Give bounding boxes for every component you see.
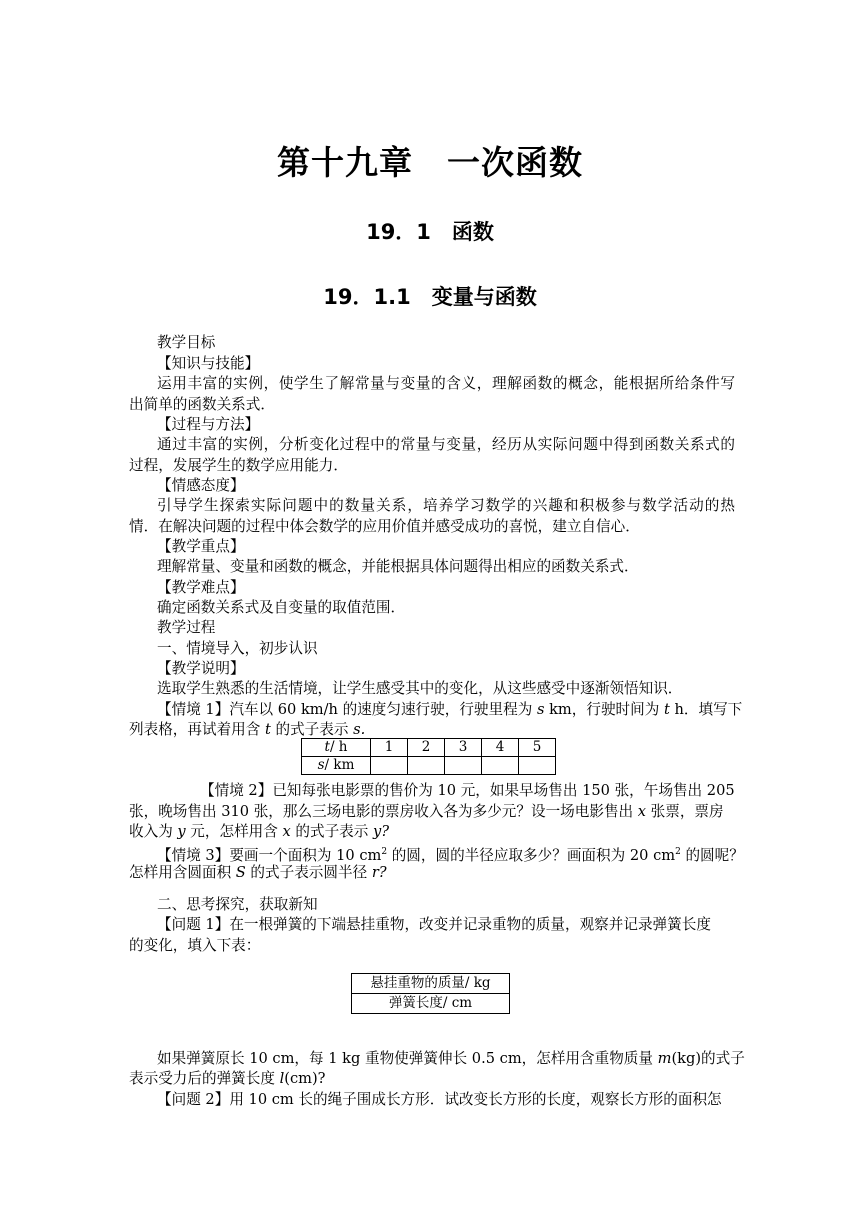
table-cell: 3 [445,739,482,757]
knowledge-text-line: 出简单的函数关系式． [129,396,275,413]
table-cell: 2 [408,739,445,757]
table-row [352,974,510,994]
spring-question-line: 如果弹簧原长 10 cm，每 1 kg 重物使弹簧伸长 0.5 cm，怎样用含重物质量 m(kg)的式子 [157,1050,745,1067]
knowledge-skills-heading: 【知识与技能】 [157,355,260,372]
scenario-3-line: 怎样用含圆面积 S 的式子表示圆半径 r? [129,864,387,881]
scenario-2-line: 【情境 2】已知每张电影票的售价为 10 元，如果早场售出 150 张，午场售出 205 [200,782,735,799]
scenario-1-tag: 【情境 1】 [157,701,230,718]
spring-table [351,973,510,1014]
scenario-2-line: 张，晚场售出 310 张，那么三场电影的票房收入各为多少元？设一场电影售出 x 张票，票房 [129,803,724,820]
knowledge-text-line: 运用丰富的实例，使学生了解常量与变量的含义，理解函数的概念，能根据所给条件写 [157,375,735,392]
teaching-goals-heading: 教学目标 [157,334,216,351]
question-1-tag: 【问题 1】 [157,916,230,933]
teaching-process-heading: 教学过程 [157,619,216,636]
difficulty-heading: 【教学难点】 [157,579,245,596]
process-text-line: 通过丰富的实例，分析变化过程中的常量与变量，经历从实际问题中得到函数关系式的 [157,436,735,453]
table-cell: 4 [482,739,519,757]
process-text-line: 过程，发展学生的数学应用能力． [129,457,348,474]
emotion-attitude-heading: 【情感态度】 [157,477,245,494]
emotion-text-line: 引导学生探索实际问题中的数量关系，培养学习数学的兴趣和积极参与数学活动的热 [157,497,735,514]
key-points-text: 理解常量、变量和函数的概念，并能根据具体问题得出相应的函数关系式． [157,558,639,575]
time-distance-table [301,738,556,775]
question-1-line: 的变化，填入下表： [129,937,261,954]
table-row [302,739,556,757]
table-cell: 弹簧长度/ cm [352,994,510,1014]
key-points-heading: 【教学重点】 [157,538,245,555]
table-cell: s/ km [302,757,371,775]
question-2-tag: 【问题 2】 [157,1091,230,1108]
table-cell [408,757,445,775]
scenario-1-line: 列表格，再试着用含 t 的式子表示 s. [129,721,366,738]
teaching-note-heading: 【教学说明】 [157,660,245,677]
spring-question-line: 表示受力后的弹簧长度 l(cm)? [129,1070,326,1087]
part-one-heading: 一、情境导入，初步认识 [157,640,318,657]
emotion-text-line: 情．在解决问题的过程中体会数学的应用价值并感受成功的喜悦，建立自信心． [129,518,640,535]
scenario-2-line: 收入为 y 元，怎样用含 x 的式子表示 y? [129,823,390,840]
table-cell: t/ h [302,739,371,757]
difficulty-text: 确定函数关系式及自变量的取值范围． [157,599,406,616]
scenario-1-line: 【情境 1】汽车以 60 km/h 的速度匀速行驶，行驶里程为 s km，行驶时间为 t h．填写下 [157,701,743,718]
table-row [302,757,556,775]
chapter-title: 第十九章 一次函数 [277,143,583,182]
table-row [352,994,510,1014]
question-1-line: 【问题 1】在一根弹簧的下端悬挂重物，改变并记录重物的质量，观察并记录弹簧长度 [157,916,711,933]
table-cell [519,757,556,775]
process-method-heading: 【过程与方法】 [157,416,260,433]
table-cell [445,757,482,775]
table-cell [371,757,408,775]
table-cell [482,757,519,775]
subsection-title: 19．1.1 变量与函数 [323,285,537,309]
scenario-2-tag: 【情境 2】 [200,782,273,799]
teaching-note-text: 选取学生熟悉的生活情境，让学生感受其中的变化，从这些感受中逐渐领悟知识． [157,680,683,697]
question-2-line: 【问题 2】用 10 cm 长的绳子围成长方形．试改变长方形的长度，观察长方形的面积怎 [157,1091,722,1108]
scenario-3-tag: 【情境 3】 [157,846,230,864]
table-cell: 5 [519,739,556,757]
table-cell: 悬挂重物的质量/ kg [352,974,510,994]
section-title: 19．1 函数 [366,220,494,244]
part-two-heading: 二、思考探究，获取新知 [157,896,318,913]
table-cell: 1 [371,739,408,757]
scenario-3-line: 【情境 3】要画一个面积为 10 $cm^2$ 的圆，圆的半径应取多少？画面积为 20 $cm^2$ 的圆呢？ [157,846,744,864]
